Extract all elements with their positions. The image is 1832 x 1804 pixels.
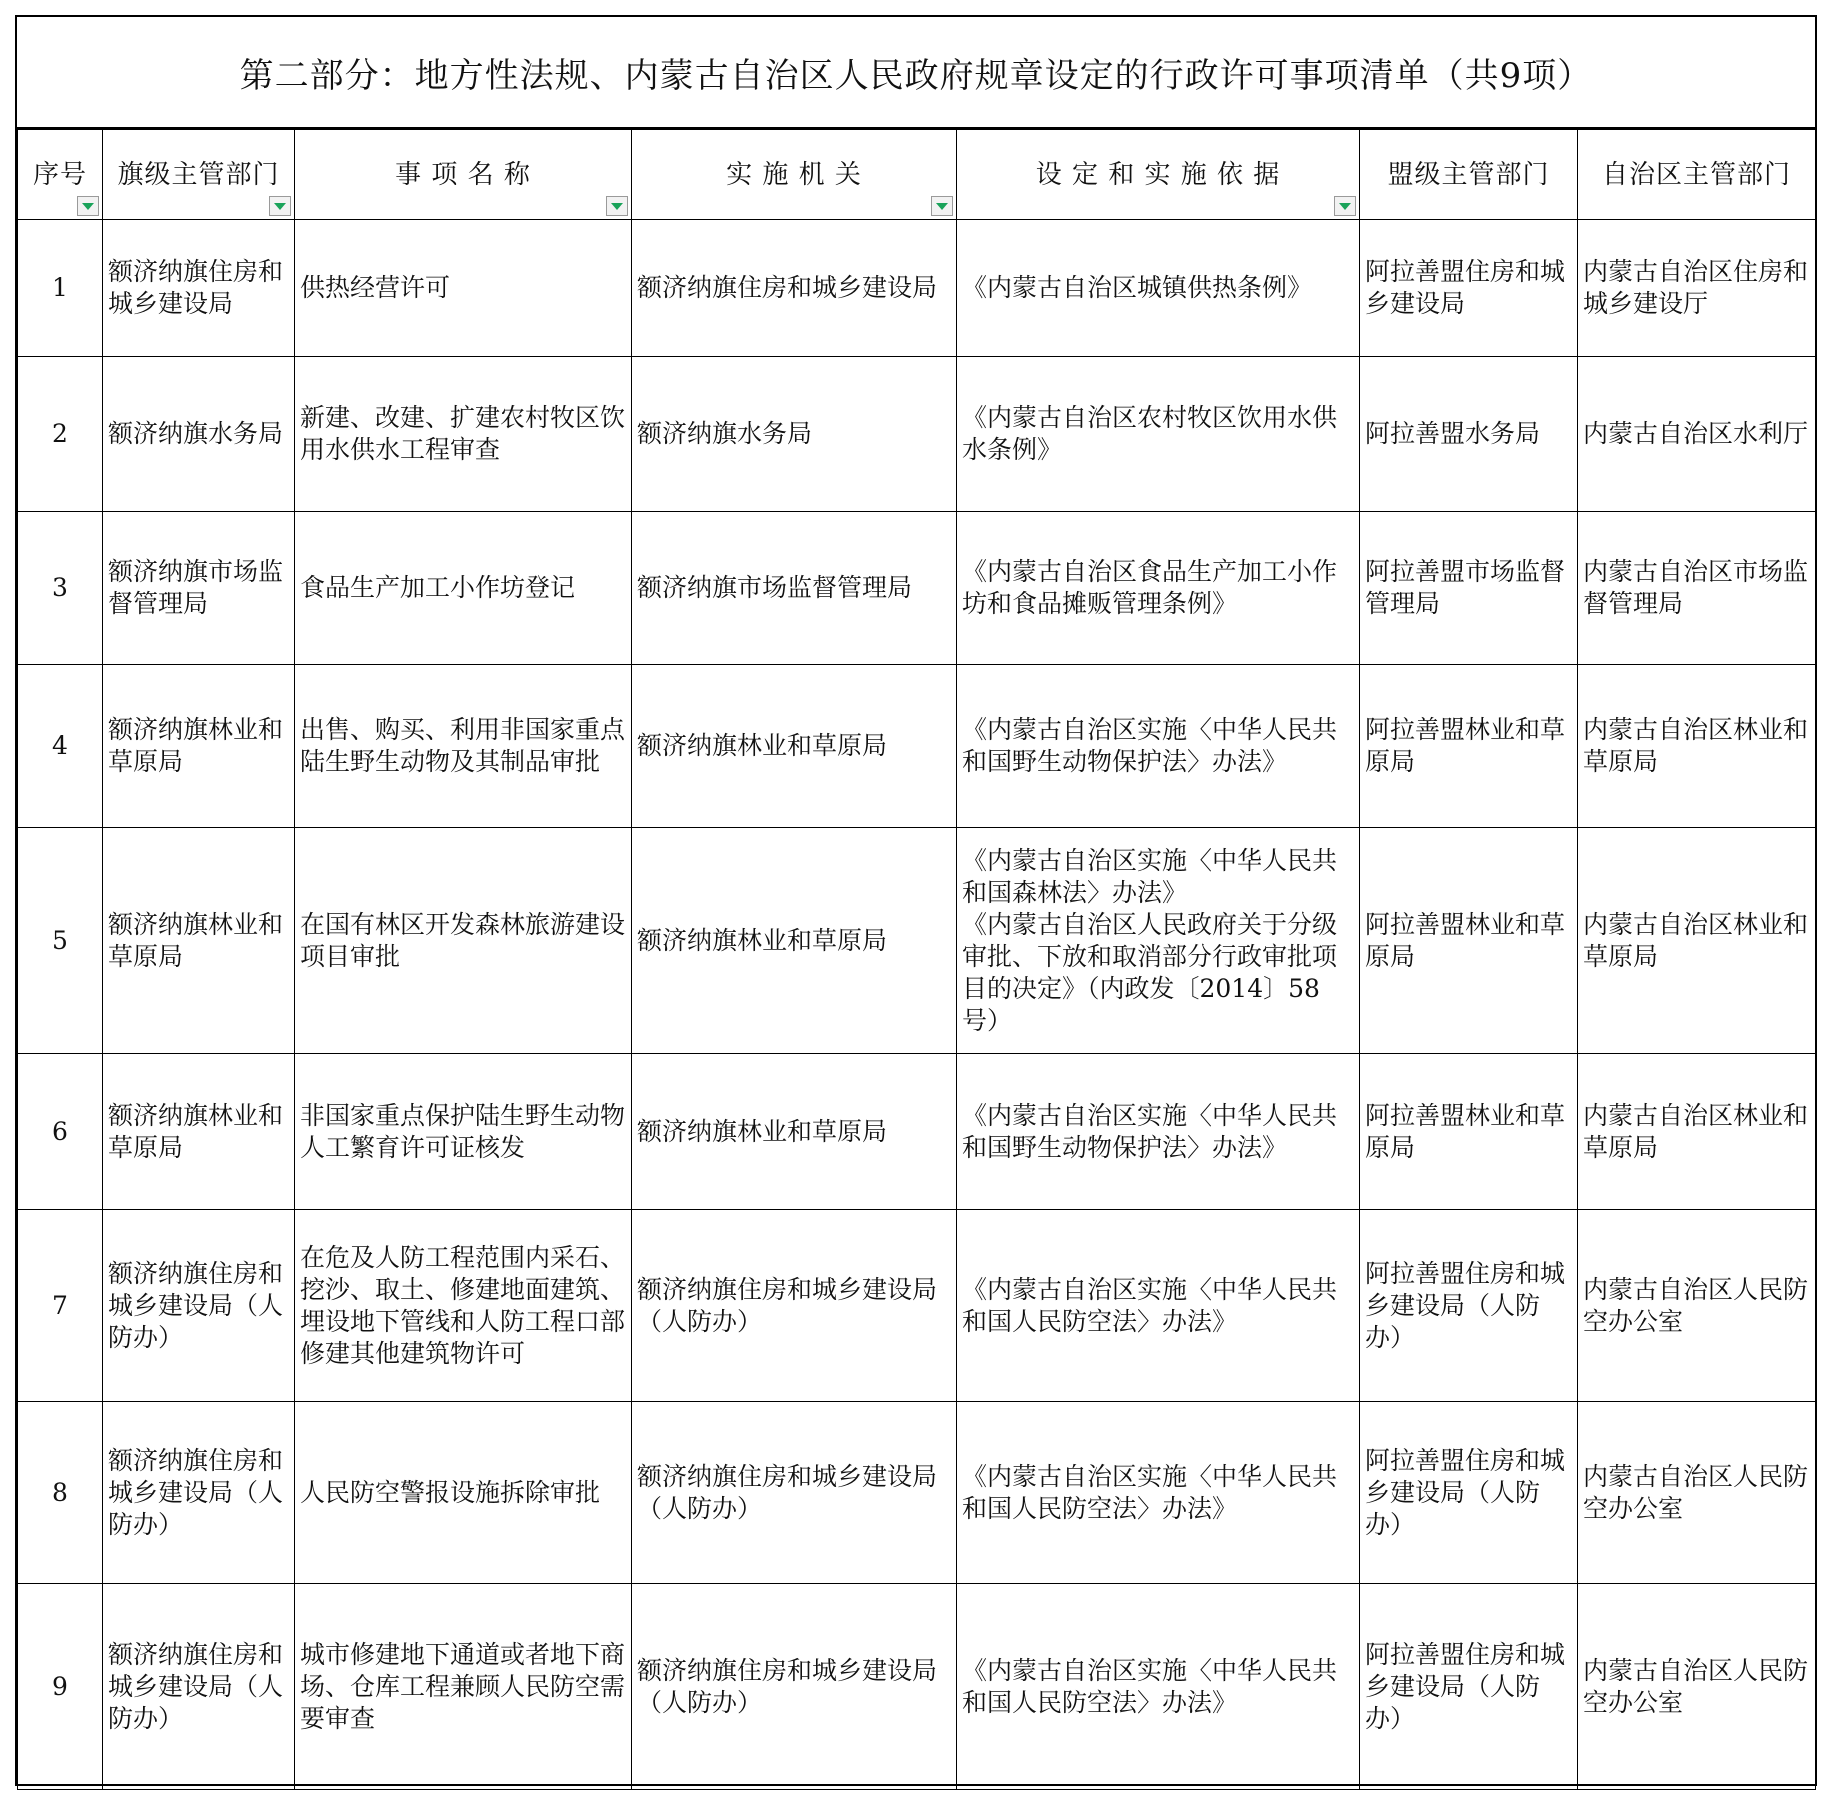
banner-dept-cell: 额济纳旗林业和草原局 — [103, 828, 295, 1054]
col-header-league-dept: 盟级主管部门 — [1360, 130, 1578, 220]
row-number: 1 — [18, 220, 103, 357]
league-dept-cell: 阿拉善盟水务局 — [1360, 357, 1578, 512]
agency-cell: 额济纳旗市场监督管理局 — [632, 512, 957, 665]
header-row — [18, 130, 1816, 220]
banner-dept-cell: 额济纳旗住房和城乡建设局（人防办） — [103, 1584, 295, 1790]
row-number: 6 — [18, 1054, 103, 1210]
basis-cell: 《内蒙古自治区实施〈中华人民共和国人民防空法〉办法》 — [957, 1402, 1360, 1584]
col-header-agency: 实 施 机 关 — [632, 130, 957, 220]
region-dept-cell: 内蒙古自治区林业和草原局 — [1578, 1054, 1816, 1210]
col-header-banner-dept: 旗级主管部门 — [103, 130, 295, 220]
filter-arrow-icon — [82, 203, 94, 210]
agency-cell: 额济纳旗住房和城乡建设局（人防办） — [632, 1584, 957, 1790]
col-header-basis: 设 定 和 实 施 依 据 — [957, 130, 1360, 220]
region-dept-cell: 内蒙古自治区人民防空办公室 — [1578, 1210, 1816, 1402]
banner-dept-cell: 额济纳旗住房和城乡建设局 — [103, 220, 295, 357]
league-dept-cell: 阿拉善盟住房和城乡建设局（人防办） — [1360, 1584, 1578, 1790]
table-row — [18, 357, 1816, 512]
page-title: 第二部分：地方性法规、内蒙古自治区人民政府规章设定的行政许可事项清单（共9项） — [17, 17, 1815, 129]
league-dept-cell: 阿拉善盟林业和草原局 — [1360, 828, 1578, 1054]
agency-cell: 额济纳旗林业和草原局 — [632, 828, 957, 1054]
agency-cell: 额济纳旗住房和城乡建设局（人防办） — [632, 1210, 957, 1402]
item-name-cell: 非国家重点保护陆生野生动物人工繁育许可证核发 — [295, 1054, 632, 1210]
permit-table — [17, 129, 1816, 1790]
item-name-cell: 在国有林区开发森林旅游建设项目审批 — [295, 828, 632, 1054]
banner-dept-cell: 额济纳旗住房和城乡建设局（人防办） — [103, 1402, 295, 1584]
filter-dropdown-button[interactable] — [77, 196, 99, 216]
league-dept-cell: 阿拉善盟市场监督管理局 — [1360, 512, 1578, 665]
table-row — [18, 1054, 1816, 1210]
table-row — [18, 1584, 1816, 1790]
basis-cell: 《内蒙古自治区实施〈中华人民共和国野生动物保护法〉办法》 — [957, 1054, 1360, 1210]
filter-dropdown-button[interactable] — [269, 196, 291, 216]
filter-arrow-icon — [611, 203, 623, 210]
league-dept-cell: 阿拉善盟住房和城乡建设局 — [1360, 220, 1578, 357]
col-header-no: 序号 — [18, 130, 103, 220]
filter-dropdown-button[interactable] — [606, 196, 628, 216]
row-number: 3 — [18, 512, 103, 665]
row-number: 7 — [18, 1210, 103, 1402]
agency-cell: 额济纳旗林业和草原局 — [632, 1054, 957, 1210]
league-dept-cell: 阿拉善盟住房和城乡建设局（人防办） — [1360, 1402, 1578, 1584]
basis-cell: 《内蒙古自治区城镇供热条例》 — [957, 220, 1360, 357]
row-number: 2 — [18, 357, 103, 512]
row-number: 4 — [18, 665, 103, 828]
basis-cell: 《内蒙古自治区农村牧区饮用水供水条例》 — [957, 357, 1360, 512]
region-dept-cell: 内蒙古自治区人民防空办公室 — [1578, 1584, 1816, 1790]
region-dept-cell: 内蒙古自治区人民防空办公室 — [1578, 1402, 1816, 1584]
table-row — [18, 512, 1816, 665]
filter-dropdown-button[interactable] — [1334, 196, 1356, 216]
region-dept-cell: 内蒙古自治区水利厅 — [1578, 357, 1816, 512]
item-name-cell: 出售、购买、利用非国家重点陆生野生动物及其制品审批 — [295, 665, 632, 828]
banner-dept-cell: 额济纳旗水务局 — [103, 357, 295, 512]
region-dept-cell: 内蒙古自治区林业和草原局 — [1578, 665, 1816, 828]
item-name-cell: 食品生产加工小作坊登记 — [295, 512, 632, 665]
row-number: 5 — [18, 828, 103, 1054]
region-dept-cell: 内蒙古自治区住房和城乡建设厅 — [1578, 220, 1816, 357]
col-header-item: 事 项 名 称 — [295, 130, 632, 220]
table-row — [18, 828, 1816, 1054]
item-name-cell: 新建、改建、扩建农村牧区饮用水供水工程审查 — [295, 357, 632, 512]
item-name-cell: 在危及人防工程范围内采石、挖沙、取土、修建地面建筑、埋设地下管线和人防工程口部修建其他建筑物许可 — [295, 1210, 632, 1402]
basis-cell: 《内蒙古自治区实施〈中华人民共和国野生动物保护法〉办法》 — [957, 665, 1360, 828]
col-header-region-dept: 自治区主管部门 — [1578, 130, 1816, 220]
row-number: 9 — [18, 1584, 103, 1790]
item-name-cell: 人民防空警报设施拆除审批 — [295, 1402, 632, 1584]
filter-arrow-icon — [936, 203, 948, 210]
table-row — [18, 1210, 1816, 1402]
filter-arrow-icon — [274, 203, 286, 210]
banner-dept-cell: 额济纳旗林业和草原局 — [103, 665, 295, 828]
banner-dept-cell: 额济纳旗住房和城乡建设局（人防办） — [103, 1210, 295, 1402]
filter-arrow-icon — [1339, 203, 1351, 210]
permit-list-sheet — [15, 15, 1817, 1786]
league-dept-cell: 阿拉善盟林业和草原局 — [1360, 1054, 1578, 1210]
row-number: 8 — [18, 1402, 103, 1584]
league-dept-cell: 阿拉善盟林业和草原局 — [1360, 665, 1578, 828]
item-name-cell: 城市修建地下通道或者地下商场、仓库工程兼顾人民防空需要审查 — [295, 1584, 632, 1790]
agency-cell: 额济纳旗林业和草原局 — [632, 665, 957, 828]
filter-dropdown-button[interactable] — [931, 196, 953, 216]
table-row — [18, 220, 1816, 357]
league-dept-cell: 阿拉善盟住房和城乡建设局（人防办） — [1360, 1210, 1578, 1402]
basis-cell: 《内蒙古自治区实施〈中华人民共和国人民防空法〉办法》 — [957, 1210, 1360, 1402]
agency-cell: 额济纳旗住房和城乡建设局（人防办） — [632, 1402, 957, 1584]
agency-cell: 额济纳旗水务局 — [632, 357, 957, 512]
region-dept-cell: 内蒙古自治区市场监督管理局 — [1578, 512, 1816, 665]
table-row — [18, 665, 1816, 828]
table-row — [18, 1402, 1816, 1584]
item-name-cell: 供热经营许可 — [295, 220, 632, 357]
basis-cell: 《内蒙古自治区实施〈中华人民共和国森林法〉办法》 《内蒙古自治区人民政府关于分级审批、下放和取消部分行政审批项目的决定》（内政发〔2014〕58号） — [957, 828, 1360, 1054]
region-dept-cell: 内蒙古自治区林业和草原局 — [1578, 828, 1816, 1054]
basis-cell: 《内蒙古自治区食品生产加工小作坊和食品摊贩管理条例》 — [957, 512, 1360, 665]
basis-cell: 《内蒙古自治区实施〈中华人民共和国人民防空法〉办法》 — [957, 1584, 1360, 1790]
banner-dept-cell: 额济纳旗林业和草原局 — [103, 1054, 295, 1210]
agency-cell: 额济纳旗住房和城乡建设局 — [632, 220, 957, 357]
banner-dept-cell: 额济纳旗市场监督管理局 — [103, 512, 295, 665]
